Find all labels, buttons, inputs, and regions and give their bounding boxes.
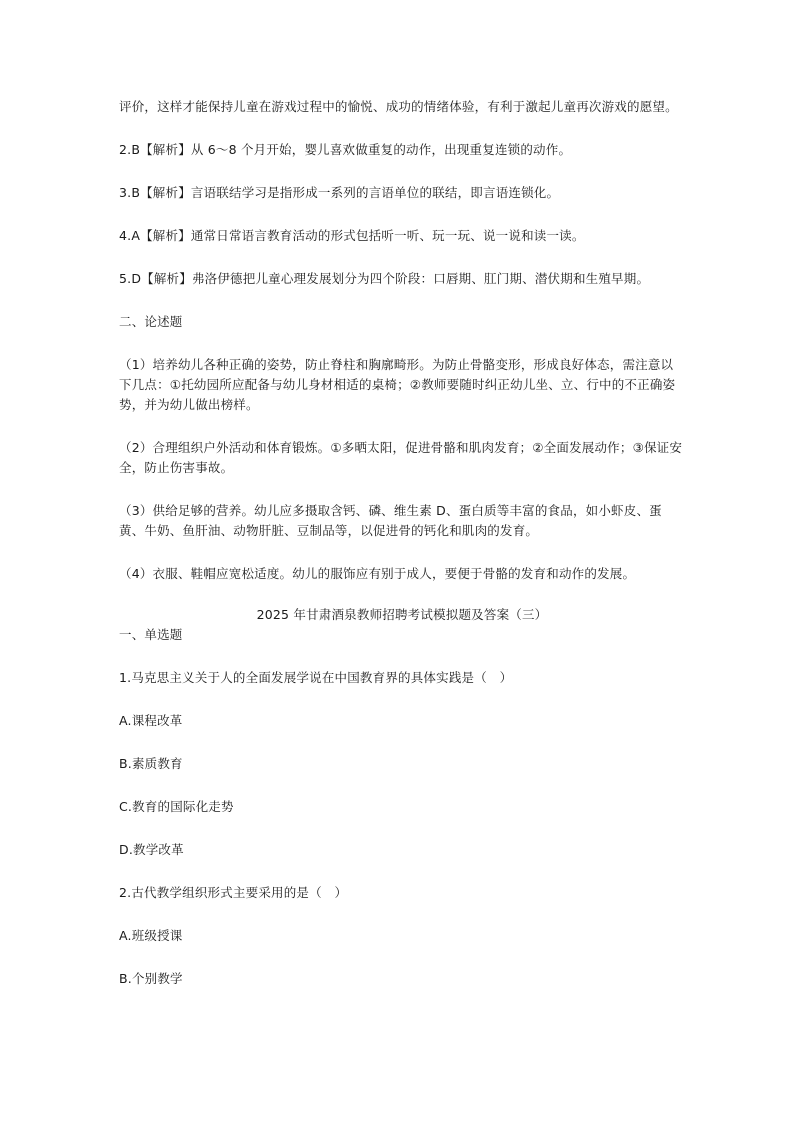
answer-explanation-4: 4.A【解析】通常日常语言教育活动的形式包括听一听、玩一玩、说一说和读一读。 xyxy=(119,228,585,243)
answer-explanation-5: 5.D【解析】弗洛伊德把儿童心理发展划分为四个阶段：口唇期、肛门期、潜伏期和生殖早期。 xyxy=(119,271,650,286)
question-1-stem: 1.马克思主义关于人的全面发展学说在中国教育界的具体实践是（ ） xyxy=(119,670,513,685)
answer-explanation-3: 3.B【解析】言语联结学习是指形成一系列的言语单位的联结，即言语连锁化。 xyxy=(119,185,560,200)
question-1-option-c: C.教育的国际化走势 xyxy=(119,799,234,814)
question-2-option-a: A.班级授课 xyxy=(119,928,183,943)
question-1-option-b: B.素质教育 xyxy=(119,756,183,771)
intro-paragraph: 评价，这样才能保持儿童在游戏过程中的愉悦、成功的情绪体验，有利于激起儿童再次游戏的愿望。 xyxy=(119,99,678,114)
single-choice-heading: 一、单选题 xyxy=(119,627,183,642)
essay-point-3: （3）供给足够的营养。幼儿应多摄取含钙、磷、维生素 D、蛋白质等丰富的食品，如小虾皮、蛋黄、牛奶、鱼肝油、动物肝脏、豆制品等，以促进骨的钙化和肌肉的发育。 xyxy=(119,503,662,538)
question-1-option-d: D.教学改革 xyxy=(119,842,184,857)
essay-point-4: （4）衣服、鞋帽应宽松适度。幼儿的服饰应有别于成人，要便于骨骼的发育和动作的发展。 xyxy=(119,566,636,581)
essay-point-2: （2）合理组织户外活动和体育锻炼。①多晒太阳，促进骨骼和肌肉发育；②全面发展动作；③保证安全，防止伤害事故。 xyxy=(119,440,683,475)
essay-point-1: （1）培养幼儿各种正确的姿势，防止脊柱和胸廓畸形。为防止骨骼变形，形成良好体态，需注意以下几点：①托幼园所应配备与幼儿身材相适的桌椅；②教师要随时纠正幼儿坐、立、行中的不正确姿势，并为幼儿做出榜样。 xyxy=(119,357,676,412)
essay-section-heading: 二、论述题 xyxy=(119,314,183,329)
exam-title: 2025 年甘肃酒泉教师招聘考试模拟题及答案（三） xyxy=(256,607,548,622)
question-2-option-b: B.个别教学 xyxy=(119,971,183,986)
page-content xyxy=(119,97,685,989)
answer-explanation-2: 2.B【解析】从 6～8 个月开始，婴儿喜欢做重复的动作，出现重复连锁的动作。 xyxy=(119,142,572,157)
question-1-option-a: A.课程改革 xyxy=(119,713,183,728)
question-2-stem: 2.古代教学组织形式主要采用的是（ ） xyxy=(119,885,348,900)
